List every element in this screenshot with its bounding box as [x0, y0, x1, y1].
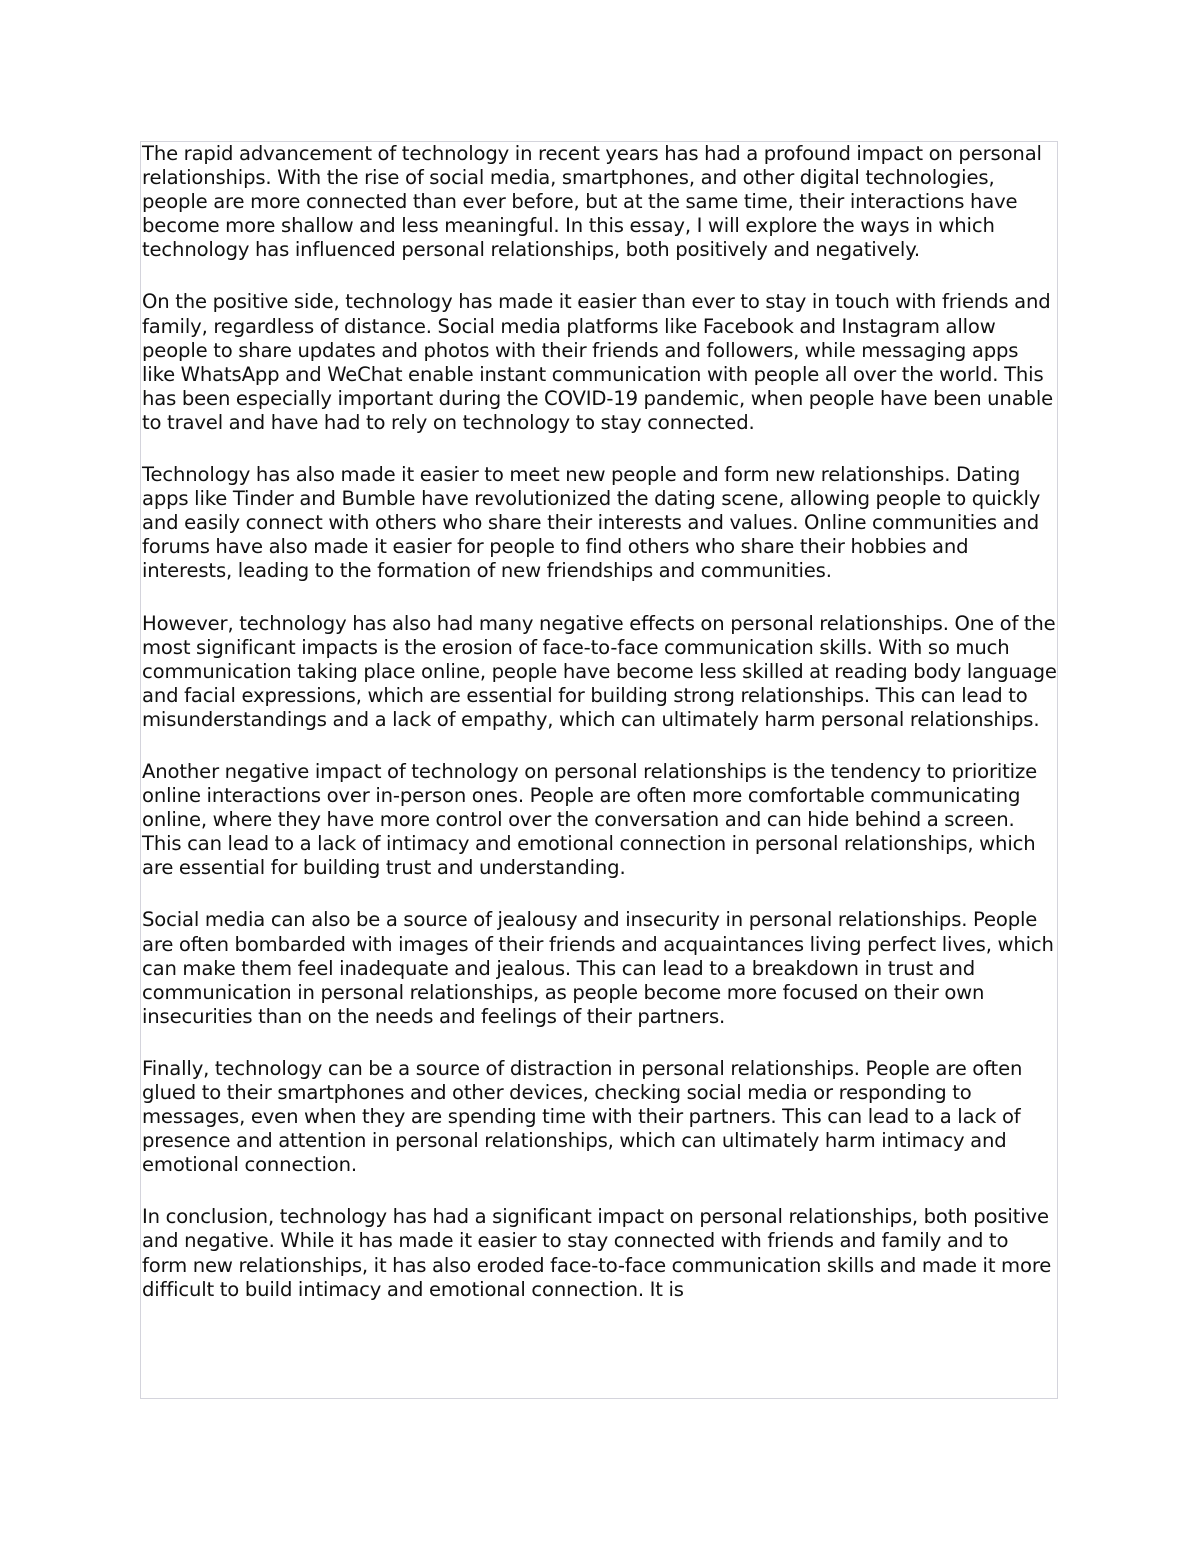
essay-text-frame: [140, 141, 1058, 1399]
essay-paragraph-4: However, technology has also had many negative effects on personal relationships. One of the most significant impacts is the erosion of face-to-face communication skills. With so much communication taking place online, people have become less skilled at reading body language and facial expressions, which are essential for building strong relationships. This can lead to misunderstandings and a lack of empathy, which can ultimately harm personal relationships.: [142, 611, 1057, 731]
essay-paragraph-7: Finally, technology can be a source of distraction in personal relationships. People are often glued to their smartphones and other devices, checking social media or responding to messages, even when they are spending time with their partners. This can lead to a lack of presence and attention in personal relationships, which can ultimately harm intimacy and emotional connection.: [142, 1056, 1023, 1177]
essay-paragraph-2: On the positive side, technology has made it easier than ever to stay in touch with friends and family, regardless of distance. Social media platforms like Facebook and Instagram allow people to share updates and photos with their friends and followers, while messaging apps like WhatsApp and WeChat enable instant communication with people all over the world. This has been especially important during the COVID-19 pandemic, when people have been unable to travel and have had to rely on technology to stay connected.: [142, 290, 1054, 434]
essay-paragraph-6: Social media can also be a source of jealousy and insecurity in personal relationships. People are often bombarded with images of their friends and acquaintances living perfect lives, which can make them feel inadequate and jealous. This can lead to a breakdown in trust and communication in personal relationships, as people become more focused on their own insecurities than on the needs and feelings of their partners.: [142, 908, 1054, 1028]
essay-paragraph-3: Technology has also made it easier to meet new people and form new relationships. Dating apps like Tinder and Bumble have revolutionized the dating scene, allowing people to quickly and easily connect with others who share their interests and values. Online communities and forums have also made it easier for people to find others who share their hobbies and interests, leading to the formation of new friendships and communities.: [142, 463, 1041, 583]
essay-paragraph-8: In conclusion, technology has had a significant impact on personal relationships, both positive and negative. While it has made it easier to stay connected with friends and family and to form new relationships, it has also eroded face-to-face communication skills and made it more difficult to build intimacy and emotional connection. It is: [142, 1205, 1052, 1301]
essay-paragraph-5: Another negative impact of technology on personal relationships is the tendency to prioritize online interactions over in-person ones. People are often more comfortable communicating online, where they have more control over the conversation and can hide behind a screen. This can lead to a lack of intimacy and emotional connection in personal relationships, which are essential for building trust and understanding.: [142, 759, 1038, 880]
essay-body: [141, 142, 1057, 1302]
essay-paragraph-1: The rapid advancement of technology in recent years has had a profound impact on personal relationships. With the rise of social media, smartphones, and other digital technologies, people are more connected than ever before, but at the same time, their interactions have become more shallow and less meaningful. In this essay, I will explore the ways in which technology has influenced personal relationships, both positively and negatively.: [142, 142, 1042, 262]
